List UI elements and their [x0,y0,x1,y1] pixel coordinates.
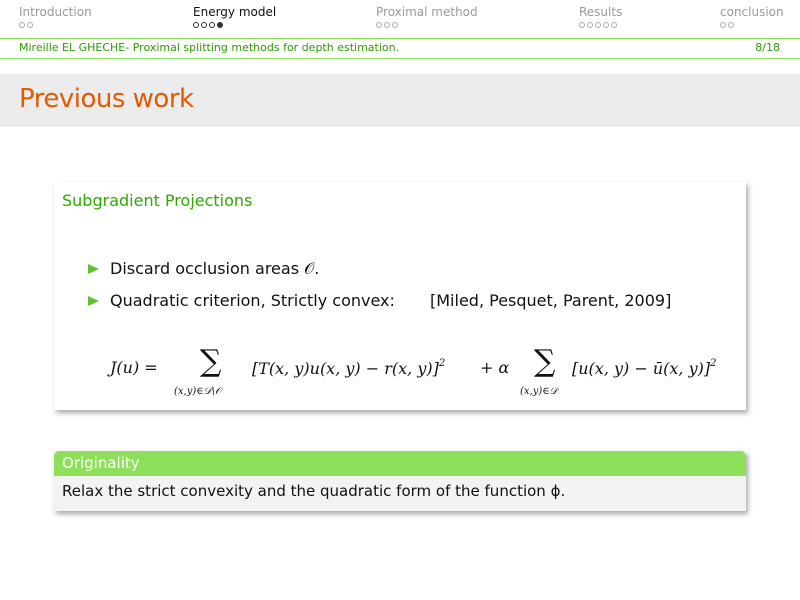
exponent: 2 [438,358,446,369]
bullet-item [88,291,672,323]
nav-dots [19,21,92,29]
nav-label: Proximal method [376,5,478,19]
section-navigation [0,0,800,38]
formula-term1: [T(x, y)u(x, y) − r(x, y)]$^2$ [252,358,446,378]
nav-dot[interactable] [19,22,25,28]
nav-section-energy-model[interactable] [193,5,276,29]
originality-block [54,451,746,511]
nav-dot[interactable] [595,22,601,28]
nav-dot[interactable] [201,22,207,28]
nav-dot[interactable] [587,22,593,28]
bullet-text: Quadratic criterion, Strictly convex: [110,291,395,310]
formula-term2: [u(x, y) − ū(x, y)]$^2$ [572,358,717,378]
nav-dot[interactable] [193,22,199,28]
sum2-subscript: (x,y)∈𝒟 [520,386,558,397]
block-title: Originality [54,451,746,476]
nav-dot[interactable] [720,22,726,28]
formula-plus-alpha: + α [480,358,510,377]
page-number: 8/18 [755,41,780,54]
nav-dot[interactable] [579,22,585,28]
sum-symbol: ∑ [200,344,222,379]
sum-symbol: ∑ [534,344,556,379]
nav-label: conclusion [720,5,784,19]
exponent: 2 [710,358,717,369]
subgradient-block [54,182,746,410]
slide-title: Previous work [19,84,194,114]
nav-dot[interactable] [27,22,33,28]
nav-section-conclusion[interactable] [720,5,784,29]
nav-dot[interactable] [209,22,215,28]
block-title: Subgradient Projections [62,191,253,210]
bullet-text: Discard occlusion areas 𝒪. [110,259,320,278]
energy-formula [110,344,742,404]
author-title: Mireille EL GHECHE- Proximal splitting methods for depth estimation. [19,41,400,54]
nav-dot[interactable] [603,22,609,28]
slide-title-bar [0,74,800,127]
nav-dot[interactable] [384,22,390,28]
nav-section-results[interactable] [579,5,622,29]
nav-section-introduction[interactable] [19,5,92,29]
nav-label: Introduction [19,5,92,19]
nav-section-proximal-method[interactable] [376,5,478,29]
bullet-arrow-icon [88,264,99,274]
bullet-list [88,259,672,323]
nav-dot[interactable] [217,22,223,28]
block-body: Relax the strict convexity and the quadratic form of the function ϕ. [62,482,566,500]
citation: [Miled, Pesquet, Parent, 2009] [430,291,672,310]
nav-label: Results [579,5,623,19]
info-bar [0,38,800,59]
nav-dot[interactable] [728,22,734,28]
nav-dot[interactable] [392,22,398,28]
nav-dots [376,21,478,29]
bullet-item [88,259,395,291]
nav-dots [720,21,784,29]
bullet-arrow-icon [88,296,99,306]
sum1-subscript: (x,y)∈𝒟\𝒪 [174,386,222,397]
nav-dots [193,21,276,29]
nav-dot[interactable] [611,22,617,28]
nav-dots [579,21,622,29]
nav-dot[interactable] [376,22,382,28]
formula-lhs: J(u) = [110,358,158,377]
nav-label: Energy model [193,5,277,19]
